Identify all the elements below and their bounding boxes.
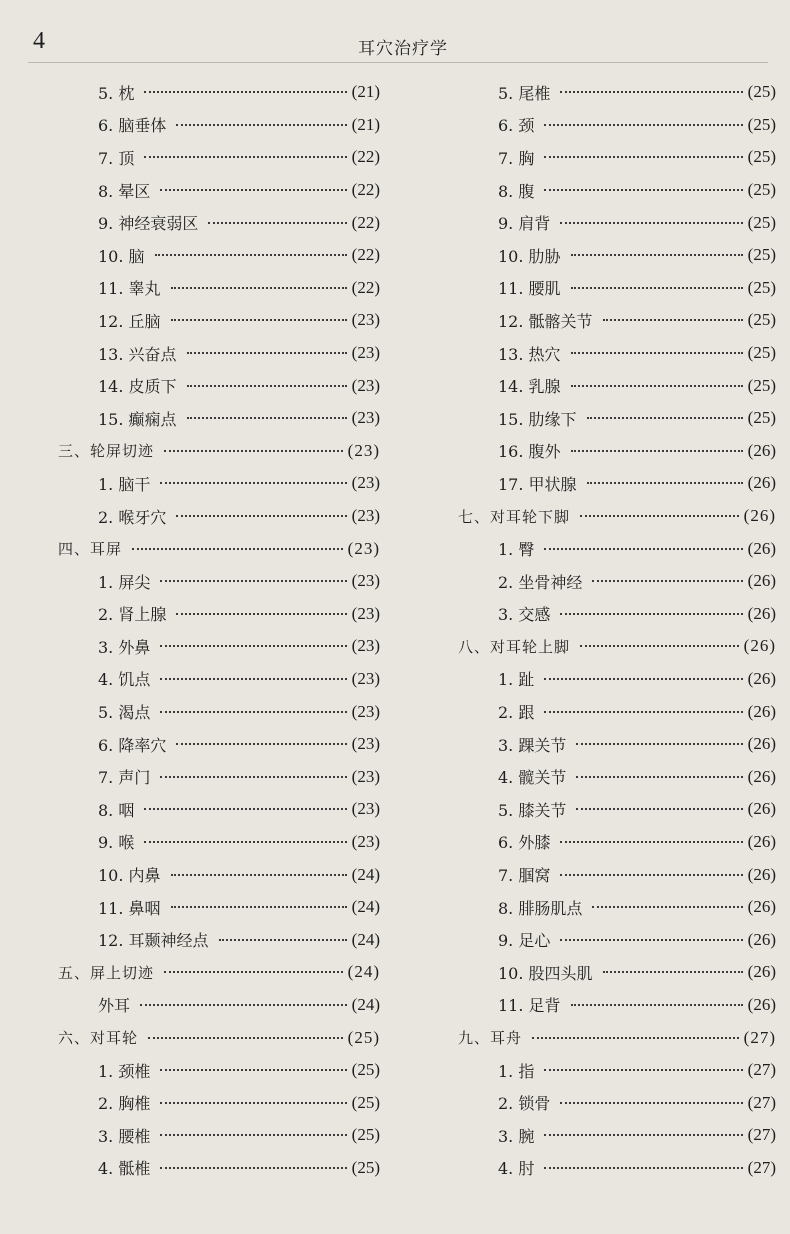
dot-leader <box>160 1167 346 1169</box>
toc-entry-page: (24) <box>351 897 380 917</box>
toc-entry-label: 3. 腰椎 <box>98 1126 151 1146</box>
toc-entry-page: (22) <box>351 212 380 232</box>
toc-entry-page: (23) <box>351 375 380 395</box>
toc-entry-page: (24) <box>351 864 380 884</box>
toc-entry <box>58 304 380 337</box>
toc-entry-page: (23) <box>351 310 380 330</box>
toc-entry <box>58 760 380 793</box>
toc-entry-page: (25) <box>747 245 776 265</box>
dot-leader <box>160 482 346 484</box>
toc-entry <box>458 402 776 435</box>
toc-entry-page: (23) <box>351 799 380 819</box>
toc-entry-label: 7. 腘窝 <box>498 866 551 886</box>
toc-entry-page: (26) <box>747 473 776 493</box>
toc-entry-page: (26) <box>747 701 776 721</box>
toc-entry-label: 2. 喉牙穴 <box>98 507 167 527</box>
toc-entry-label: 5. 枕 <box>98 83 135 103</box>
dot-leader <box>164 971 343 973</box>
toc-entry-label: 4. 骶椎 <box>98 1159 151 1179</box>
toc-entry-label: 外耳 <box>98 996 131 1016</box>
dot-leader <box>592 906 742 908</box>
dot-leader <box>208 222 346 224</box>
dot-leader <box>544 711 742 713</box>
toc-entry-label: 9. 喉 <box>98 833 135 853</box>
dot-leader <box>160 580 346 582</box>
toc-entry-label: 1. 趾 <box>498 670 535 690</box>
toc-entry <box>458 956 776 989</box>
toc-section-heading <box>58 956 380 989</box>
toc-entry-page: (23) <box>351 343 380 363</box>
toc-entry-page: (25) <box>351 1060 380 1080</box>
dot-leader <box>144 91 346 93</box>
dot-leader <box>576 743 742 745</box>
toc-entry-label: 7. 顶 <box>98 148 135 168</box>
toc-entry <box>58 695 380 728</box>
toc-entry-label: 10. 内鼻 <box>98 866 161 886</box>
toc-entry <box>58 793 380 826</box>
dot-leader <box>560 613 742 615</box>
toc-entry-label: 3. 交感 <box>498 605 551 625</box>
toc-entry-page: (25) <box>351 1125 380 1145</box>
toc-entry <box>458 369 776 402</box>
toc-entry-label: 10. 肋胁 <box>498 246 561 266</box>
toc-entry-label: 5. 渴点 <box>98 703 151 723</box>
dot-leader <box>571 254 743 256</box>
toc-entry-page: (26) <box>747 962 776 982</box>
dot-leader <box>576 776 742 778</box>
dot-leader <box>187 352 347 354</box>
toc-entry-label: 13. 热穴 <box>498 344 561 364</box>
toc-entry <box>58 1119 380 1152</box>
toc-entry <box>58 858 380 891</box>
toc-entry <box>58 109 380 142</box>
toc-entry-page: (23) <box>351 506 380 526</box>
dot-leader <box>603 319 743 321</box>
toc-entry <box>58 565 380 598</box>
toc-entry-label: 17. 甲状腺 <box>498 474 577 494</box>
dot-leader <box>544 1167 742 1169</box>
toc-entry <box>458 272 776 305</box>
dot-leader <box>560 1102 742 1104</box>
toc-entry-page: (22) <box>351 147 380 167</box>
dot-leader <box>176 743 346 745</box>
toc-entry-label: 6. 脑垂体 <box>98 116 167 136</box>
toc-entry-page: (27) <box>747 1125 776 1145</box>
dot-leader <box>560 841 742 843</box>
dot-leader <box>160 645 346 647</box>
dot-leader <box>160 1134 346 1136</box>
toc-entry-page: (27) <box>747 1092 776 1112</box>
dot-leader <box>187 417 347 419</box>
toc-section-heading <box>58 1021 380 1054</box>
toc-entry-page: (23) <box>351 668 380 688</box>
toc-entry-page: (26) <box>747 929 776 949</box>
toc-entry-page: (25) <box>351 1157 380 1177</box>
toc-entry-page: (26) <box>747 766 776 786</box>
toc-entry-label: 9. 足心 <box>498 931 551 951</box>
toc-entry-label: 2. 锁骨 <box>498 1094 551 1114</box>
toc-entry-page: (26) <box>747 538 776 558</box>
toc-entry <box>58 337 380 370</box>
toc-entry <box>458 793 776 826</box>
toc-entry-page: (25) <box>747 147 776 167</box>
toc-entry-page: (25) <box>747 212 776 232</box>
toc-entry <box>458 76 776 109</box>
dot-leader <box>544 124 742 126</box>
toc-entry <box>458 1086 776 1119</box>
toc-section-heading <box>458 630 776 663</box>
toc-section-heading <box>58 435 380 468</box>
dot-leader <box>140 1004 347 1006</box>
toc-entry-page: (26) <box>747 571 776 591</box>
toc-section-heading <box>58 532 380 565</box>
dot-leader <box>219 939 347 941</box>
toc-entry <box>458 304 776 337</box>
toc-entry-page: (23) <box>351 473 380 493</box>
toc-entry-page: (25) <box>747 180 776 200</box>
toc-entry-label: 10. 股四头肌 <box>498 963 593 983</box>
toc-entry <box>58 728 380 761</box>
toc-entry-label: 9. 肩背 <box>498 214 551 234</box>
dot-leader <box>587 417 743 419</box>
dot-leader <box>171 906 347 908</box>
toc-entry-label: 3. 踝关节 <box>498 735 567 755</box>
toc-entry-page: (23) <box>351 408 380 428</box>
toc-entry <box>458 206 776 239</box>
toc-entry-label: 8. 腓肠肌点 <box>498 898 583 918</box>
toc-entry-page: (26) <box>743 636 776 656</box>
toc-entry <box>58 402 380 435</box>
dot-leader <box>187 385 347 387</box>
toc-entry <box>58 369 380 402</box>
dot-leader <box>132 548 343 550</box>
dot-leader <box>171 874 347 876</box>
toc-entry-page: (22) <box>351 277 380 297</box>
toc-entry-page: (25) <box>747 114 776 134</box>
toc-entry-page: (25) <box>351 1092 380 1112</box>
toc-entry <box>458 532 776 565</box>
toc-entry-page: (23) <box>351 636 380 656</box>
toc-entry <box>58 500 380 533</box>
toc-entry-label: 4. 髋关节 <box>498 768 567 788</box>
toc-entry <box>58 239 380 272</box>
dot-leader <box>544 678 742 680</box>
toc-entry-page: (23) <box>351 831 380 851</box>
toc-entry-page: (26) <box>743 506 776 526</box>
toc-entry-label: 7. 声门 <box>98 768 151 788</box>
dot-leader <box>560 939 742 941</box>
toc-entry-label: 三、轮屏切迹 <box>58 442 155 461</box>
dot-leader <box>571 450 743 452</box>
toc-entry-page: (26) <box>747 799 776 819</box>
toc-entry <box>458 174 776 207</box>
toc-entry <box>58 923 380 956</box>
toc-entry <box>58 272 380 305</box>
toc-entry-page: (25) <box>747 310 776 330</box>
toc-entry-label: 九、耳舟 <box>458 1029 523 1048</box>
toc-entry-page: (22) <box>351 245 380 265</box>
toc-entry <box>58 206 380 239</box>
dot-leader <box>144 841 346 843</box>
toc-entry <box>58 598 380 631</box>
dot-leader <box>560 91 742 93</box>
toc-entry-page: (27) <box>747 1157 776 1177</box>
toc-entry-label: 8. 晕区 <box>98 181 151 201</box>
toc-entry-page: (25) <box>347 1027 380 1047</box>
dot-leader <box>571 385 743 387</box>
toc-entry-label: 8. 腹 <box>498 181 535 201</box>
toc-entry-label: 1. 指 <box>498 1061 535 1081</box>
dot-leader <box>171 287 347 289</box>
toc-entry-page: (26) <box>747 440 776 460</box>
toc-entry-page: (25) <box>747 343 776 363</box>
toc-entry-page: (23) <box>351 571 380 591</box>
toc-entry-label: 12. 丘脑 <box>98 311 161 331</box>
toc-entry <box>58 467 380 500</box>
toc-entry <box>58 891 380 924</box>
dot-leader <box>164 450 343 452</box>
toc-entry-label: 6. 降率穴 <box>98 735 167 755</box>
toc-entry-page: (25) <box>747 408 776 428</box>
dot-leader <box>603 971 743 973</box>
toc-entry-label: 15. 肋缘下 <box>498 409 577 429</box>
toc-entry-page: (26) <box>747 831 776 851</box>
dot-leader <box>544 189 742 191</box>
toc-entry <box>458 695 776 728</box>
dot-leader <box>587 482 743 484</box>
dot-leader <box>580 645 739 647</box>
toc-entry <box>458 1119 776 1152</box>
toc-entry-label: 11. 足背 <box>498 996 561 1016</box>
dot-leader <box>560 222 742 224</box>
toc-entry <box>458 598 776 631</box>
header-divider <box>28 62 768 63</box>
dot-leader <box>171 319 347 321</box>
running-header-title: 耳穴治疗学 <box>358 39 448 59</box>
toc-entry-label: 12. 耳颞神经点 <box>98 931 209 951</box>
toc-entry-label: 1. 臀 <box>498 540 535 560</box>
toc-entry <box>58 989 380 1022</box>
toc-entry-page: (22) <box>351 180 380 200</box>
toc-entry <box>458 565 776 598</box>
toc-entry-page: (26) <box>747 864 776 884</box>
dot-leader <box>580 515 739 517</box>
toc-entry-label: 6. 外膝 <box>498 833 551 853</box>
toc-entry-label: 5. 尾椎 <box>498 83 551 103</box>
toc-left-column <box>58 76 380 1184</box>
toc-entry-label: 11. 鼻咽 <box>98 898 161 918</box>
toc-entry <box>458 109 776 142</box>
dot-leader <box>544 1069 742 1071</box>
toc-entry-label: 12. 骶髂关节 <box>498 311 593 331</box>
toc-right-column <box>458 76 776 1184</box>
dot-leader <box>571 352 743 354</box>
dot-leader <box>160 189 346 191</box>
dot-leader <box>560 874 742 876</box>
toc-entry-label: 1. 屏尖 <box>98 572 151 592</box>
toc-entry <box>458 923 776 956</box>
toc-entry-label: 3. 外鼻 <box>98 637 151 657</box>
toc-entry-label: 2. 跟 <box>498 703 535 723</box>
dot-leader <box>592 580 742 582</box>
toc-entry <box>58 663 380 696</box>
toc-section-heading <box>458 1021 776 1054</box>
toc-entry-label: 1. 脑干 <box>98 474 151 494</box>
toc-entry <box>458 663 776 696</box>
toc-entry-page: (27) <box>747 1060 776 1080</box>
dot-leader <box>544 156 742 158</box>
toc-entry-label: 2. 坐骨神经 <box>498 572 583 592</box>
toc-entry <box>58 76 380 109</box>
toc-entry-page: (23) <box>347 538 380 558</box>
toc-entry-label: 7. 胸 <box>498 148 535 168</box>
toc-entry <box>458 891 776 924</box>
dot-leader <box>160 1102 346 1104</box>
toc-entry-page: (21) <box>351 82 380 102</box>
dot-leader <box>144 156 346 158</box>
toc-entry <box>458 467 776 500</box>
toc-entry <box>458 760 776 793</box>
toc-entry-label: 5. 膝关节 <box>498 800 567 820</box>
toc-entry-label: 四、耳屏 <box>58 540 123 559</box>
toc-entry <box>58 826 380 859</box>
toc-entry <box>58 1152 380 1185</box>
toc-entry-page: (21) <box>351 114 380 134</box>
toc-entry-page: (26) <box>747 668 776 688</box>
toc-entry <box>458 989 776 1022</box>
toc-entry-label: 六、对耳轮 <box>58 1029 139 1048</box>
toc-entry-page: (23) <box>351 603 380 623</box>
toc-entry <box>58 141 380 174</box>
toc-entry <box>458 141 776 174</box>
toc-entry <box>458 858 776 891</box>
dot-leader <box>144 808 346 810</box>
toc-entry-label: 2. 胸椎 <box>98 1094 151 1114</box>
toc-entry-page: (26) <box>747 603 776 623</box>
toc-entry-label: 10. 脑 <box>98 246 145 266</box>
toc-entry-label: 6. 颈 <box>498 116 535 136</box>
toc-entry <box>458 239 776 272</box>
page-number: 4 <box>33 28 45 54</box>
toc-entry <box>58 1054 380 1087</box>
dot-leader <box>176 613 346 615</box>
toc-entry <box>458 435 776 468</box>
dot-leader <box>176 124 346 126</box>
toc-entry <box>458 826 776 859</box>
toc-entry-label: 8. 咽 <box>98 800 135 820</box>
toc-entry-label: 15. 癫痫点 <box>98 409 177 429</box>
toc-entry-label: 4. 肘 <box>498 1159 535 1179</box>
toc-entry-label: 11. 睾丸 <box>98 279 161 299</box>
dot-leader <box>576 808 742 810</box>
dot-leader <box>176 515 346 517</box>
toc-entry-page: (24) <box>351 994 380 1014</box>
toc-entry-label: 4. 饥点 <box>98 670 151 690</box>
toc-entry-label: 14. 皮质下 <box>98 377 177 397</box>
dot-leader <box>160 678 346 680</box>
toc-entry-page: (25) <box>747 277 776 297</box>
dot-leader <box>544 548 742 550</box>
toc-entry <box>458 1054 776 1087</box>
toc-entry-page: (24) <box>347 962 380 982</box>
toc-entry <box>458 337 776 370</box>
toc-entry-page: (27) <box>743 1027 776 1047</box>
toc-entry-page: (26) <box>747 994 776 1014</box>
toc-entry-label: 八、对耳轮上脚 <box>458 637 571 656</box>
toc-entry-label: 2. 肾上腺 <box>98 605 167 625</box>
toc-entry <box>58 1086 380 1119</box>
toc-entry-label: 13. 兴奋点 <box>98 344 177 364</box>
toc-section-heading <box>458 500 776 533</box>
toc-entry <box>58 630 380 663</box>
toc-entry-page: (23) <box>351 701 380 721</box>
dot-leader <box>160 776 346 778</box>
toc-entry-page: (26) <box>747 734 776 754</box>
toc-entry-label: 七、对耳轮下脚 <box>458 507 571 526</box>
dot-leader <box>160 711 346 713</box>
toc-entry <box>58 174 380 207</box>
toc-entry-label: 16. 腹外 <box>498 442 561 462</box>
dot-leader <box>148 1037 343 1039</box>
toc-entry-label: 1. 颈椎 <box>98 1061 151 1081</box>
toc-entry-label: 3. 腕 <box>498 1126 535 1146</box>
toc-entry-page: (23) <box>351 766 380 786</box>
toc-entry-page: (24) <box>351 929 380 949</box>
toc-entry-label: 9. 神经衰弱区 <box>98 214 199 234</box>
dot-leader <box>155 254 347 256</box>
dot-leader <box>544 1134 742 1136</box>
toc-entry-label: 14. 乳腺 <box>498 377 561 397</box>
toc-entry <box>458 1152 776 1185</box>
toc-entry <box>458 728 776 761</box>
toc-entry-page: (25) <box>747 82 776 102</box>
toc-entry-label: 五、屏上切迹 <box>58 963 155 982</box>
toc-entry-page: (26) <box>747 897 776 917</box>
toc-entry-label: 11. 腰肌 <box>498 279 561 299</box>
toc-entry-page: (23) <box>351 734 380 754</box>
toc-entry-page: (23) <box>347 440 380 460</box>
dot-leader <box>571 1004 743 1006</box>
dot-leader <box>571 287 743 289</box>
dot-leader <box>532 1037 739 1039</box>
dot-leader <box>160 1069 346 1071</box>
toc-entry-page: (25) <box>747 375 776 395</box>
